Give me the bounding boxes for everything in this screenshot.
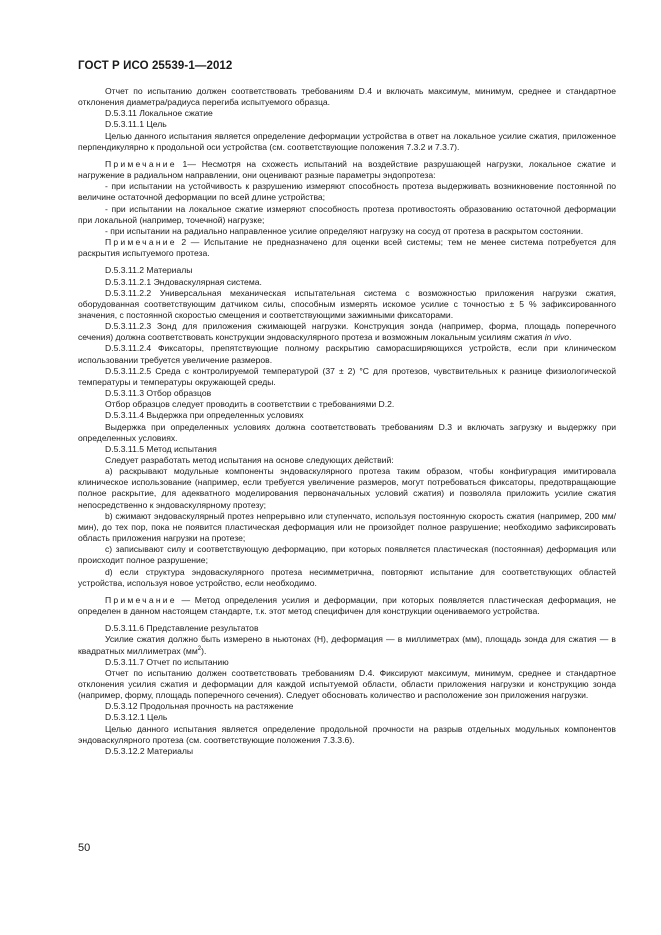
paragraph: Усилие сжатия должно быть измерено в ньютонах (Н), деформация — в миллиметрах (мм), площадь зонда для сжатия — в квадратных миллиметрах $(мм^2)$. (78, 634, 616, 656)
paragraph: D.5.3.12.1 Цель (105, 712, 168, 723)
paragraph: D.5.3.11.2 Материалы (105, 265, 193, 276)
note-label: Примечание (105, 158, 177, 169)
document-header: ГОСТ Р ИСО 25539-1—2012 (78, 60, 233, 72)
paragraph: D.5.3.11.2.4 Фиксаторы, препятствующие полному раскрытию саморасширяющихся устройств, если при клиническом использовании требуется увеличение размеров. (78, 343, 616, 365)
paragraph: Примечание — Метод определения усилия и деформации, при которых появляется пластическая деформация, не определен в данном настоящем стандарте, т.к. этот метод специфичен для конструкции оцениваемого устройства. (78, 594, 616, 617)
paragraph: D.5.3.11.2.1 Эндоваскулярная система. (105, 276, 262, 287)
paragraph: Целью данного испытания является определение продольной прочности на разрыв отдельных модульных компонентов эндоваскулярного протеза (см. соответствующие положения 7.3.3.6). (78, 723, 616, 745)
page-number: 50 (78, 842, 91, 854)
paragraph: Отчет по испытанию должен соответствовать требованиям D.4. Фиксируют максимум, минимум, среднее и стандартное отклонения усилия сжатия и деформации для каждой испытуемой области, области приложения нагрузки и конструкцию зонда (например, форму, площадь поперечного сечения). Следует обосновать количество и расположение зон приложения нагрузки. (78, 667, 616, 701)
paragraph: Отбор образцов следует проводить в соответствии с требованиями D.2. (105, 399, 395, 410)
paragraph: a) раскрывают модульные компоненты эндоваскулярного протеза таким образом, чтобы конфигурация имитировала клиническое использование (например, если требуется увеличение размеров, могут потребоваться фиксаторы, предотвращающие полное раскрытие, для адекватного моделирования первоначальных условий сжатия) и позволяла приложить усилие сжатия непосредственно к эндоваскулярному протезу; (78, 466, 616, 510)
paragraph: D.5.3.12 Продольная прочность на растяжение (105, 701, 294, 712)
note-label: Примечание (105, 594, 177, 605)
paragraph: D.5.3.11.3 Отбор образцов (105, 388, 212, 399)
paragraph: Отчет по испытанию должен соответствовать требованиям D.4 и включать максимум, минимум, среднее и стандартное отклонения диаметра/радиуса перегиба испытуемого образца. (78, 86, 616, 108)
paragraph: D.5.3.11.4 Выдержка при определенных условиях (105, 410, 304, 421)
paragraph: D.5.3.11 Локальное сжатие (105, 108, 213, 119)
paragraph: Выдержка при определенных условиях должна соответствовать требованиям D.3 и включать загрузку и выдержку при определенных условиях. (78, 421, 616, 443)
paragraph: D.5.3.11.2.2 Универсальная механическая испытательная система с возможностью приложения нагрузки сжатия, оборудованная соответствующим датчиком силы, способным измерять искомое усилие с точностью ± 5 % зафиксированного значения, с постоянной скоростью смещения и соответствующими зажимными фиксаторами. (78, 287, 616, 320)
paragraph: Примечание 1— Несмотря на схожесть испытаний на воздействие разрушающей нагрузки, локальное сжатие и нагружение в радиальном направлении, они оценивают разные параметры эндопротеза: (78, 158, 616, 181)
document-body (78, 86, 616, 757)
paragraph: D.5.3.11.2.5 Среда с контролируемой температурой (37 ± 2) °С для протезов, чувствительных к разнице физиологической температуры и температуры окружающей среды. (78, 365, 616, 387)
paragraph: Следует разработать метод испытания на основе следующих действий: (105, 455, 394, 465)
paragraph: - при испытании на локальное сжатие измеряют способность протеза противостоять образованию остаточной деформации при локальной (например, точечной) нагрузке; (78, 203, 616, 225)
paragraph: - при испытании на радиально направленное усилие определяют нагрузку на сосуд от протеза в раскрытом состоянии. (105, 225, 584, 236)
paragraph: Целью данного испытания является определение деформации устройства в ответ на локальное усилие сжатия, приложенное перпендикулярно к продольной оси устройства (см. соответствующие положения 7.3.2 и 7.3.7). (78, 130, 616, 152)
paragraph: D.5.3.11.7 Отчет по испытанию (105, 656, 229, 667)
paragraph: D.5.3.11.6 Представление результатов (105, 623, 259, 634)
paragraph: - при испытании на устойчивость к разрушению измеряют способность протеза выдерживать возникновение постоянной по величине остаточной деформации по всей длине устройства; (78, 181, 616, 203)
paragraph: c) записывают силу и соответствующую деформацию, при которых появляется пластическая (постоянная) деформация или происходит полное разрушение; (78, 544, 616, 566)
paragraph: D.5.3.12.2 Материалы (105, 745, 194, 756)
paragraph: D.5.3.11.5 Метод испытания (105, 443, 217, 454)
paragraph: Примечание 2 — Испытание не предназначено для оценки всей системы; тем не менее система потребуется для раскрытия испытуемого протеза. (78, 237, 616, 259)
paragraph: b) сжимают эндоваскулярный протез непрерывно или ступенчато, используя постоянную скорость сжатия (например, 200 мм/мин), до тех пор, пока не появится пластическая деформация или не произойдет полное разрушение; необходимо зафиксировать область приложения нагрузки на протезе; (78, 510, 616, 544)
paragraph: d) если структура эндоваскулярного протеза несимметрична, повторяют испытание для соответствующих областей устройства, используя новое устройство, если необходимо. (78, 566, 616, 588)
paragraph: D.5.3.11.2.3 Зонд для приложения сжимающей нагрузки. Конструкция зонда (например, форма, площадь поперечного сечения) должна соответствовать конструкции эндоваскулярного протеза и возможным локальным усилиям сжатия in vivo. (78, 321, 616, 343)
note-label: Примечание (105, 237, 177, 248)
paragraph: D.5.3.11.1 Цель (105, 119, 167, 130)
